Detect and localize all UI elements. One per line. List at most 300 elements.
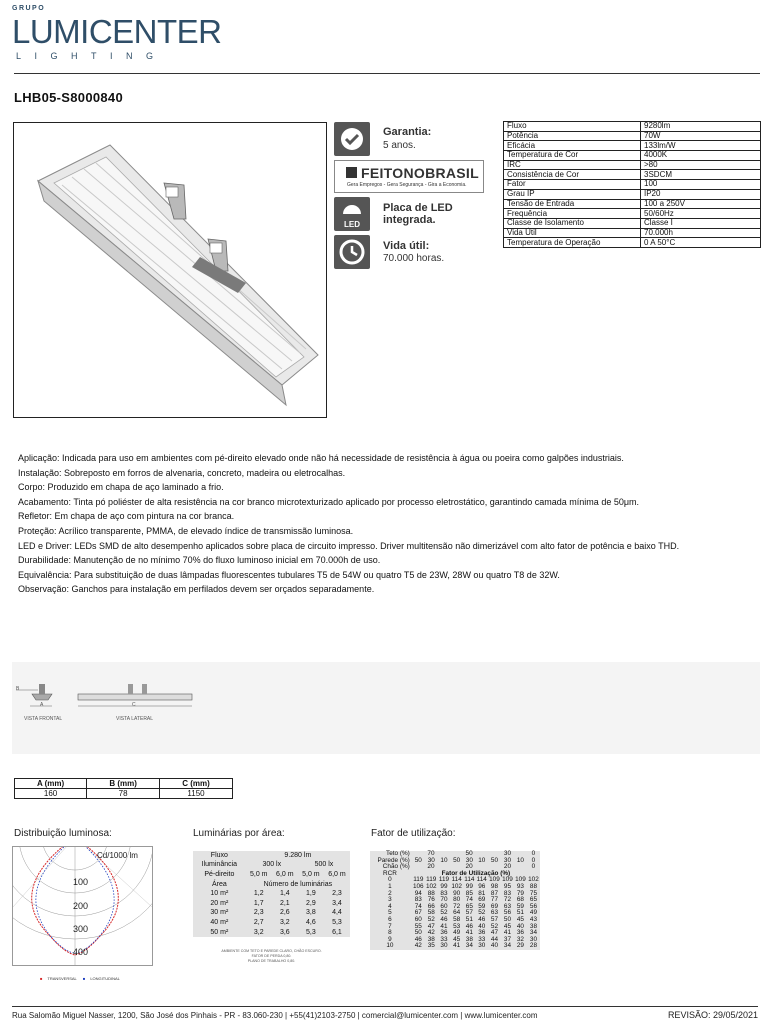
count-value: 3,2 (246, 928, 272, 938)
dimension-drawing (12, 662, 760, 754)
factor-value: 50 (501, 917, 514, 924)
factor-value: 119 (426, 876, 437, 884)
area-value: 40 m² (193, 918, 246, 928)
factor-value: 35 (425, 943, 438, 950)
illuminance-value: 300 lx (246, 861, 298, 871)
factor-value: 47 (488, 930, 501, 937)
spec-label: Classe de Isolamento (504, 218, 641, 228)
count-value: 2,9 (298, 899, 324, 909)
dimension-value: 160 (15, 789, 87, 799)
spec-label: Temperatura de Cor (504, 151, 641, 161)
factor-value: 38 (425, 937, 438, 944)
factor-value: 59 (514, 904, 527, 911)
spec-row (504, 131, 761, 141)
factor-value: 38 (463, 937, 475, 944)
factor-value: 40 (488, 943, 501, 950)
factor-value: 63 (501, 904, 514, 911)
description-line: Acabamento: Tinta pó poliéster de alta resistência na cor branco microtexturizado aplicado por processo eletrostático, garantindo camada mínima de 50μm. (18, 496, 640, 507)
spec-row (504, 160, 761, 170)
flux-value: 9.280 lm (246, 851, 350, 861)
wall-value: 10 (438, 858, 450, 865)
logo-brand-text: LUMICENTER (12, 13, 222, 50)
count-value: 2,6 (272, 909, 298, 919)
height-value: 5,0 m (246, 870, 272, 880)
factor-value: 41 (438, 924, 450, 931)
factor-value: 34 (463, 943, 475, 950)
factor-value: 70 (438, 897, 450, 904)
product-description (18, 451, 758, 597)
description-line: Durabilidade: Manutenção de no mínimo 70% do fluxo luminoso inicial em 70.000h de uso. (18, 555, 381, 566)
specs-table (503, 121, 761, 248)
factor-value: 57 (488, 917, 501, 924)
dimensions-table (14, 778, 233, 799)
factor-value: 36 (514, 930, 527, 937)
description-line: Instalação: Sobreposto em forros de alvenaria, concreto, madeira ou eletrocalhas. (18, 467, 346, 478)
factor-value: 38 (527, 924, 540, 931)
spec-value: 4000K (641, 151, 761, 161)
factor-value: 72 (501, 897, 514, 904)
utilization-factor-table (370, 851, 540, 950)
factor-value: 77 (488, 897, 501, 904)
revision-date: REVISÃO: 29/05/2021 (667, 1010, 758, 1020)
count-value: 1,4 (272, 889, 298, 899)
wall-value: 10 (476, 858, 488, 865)
spec-value: 3SDCM (641, 170, 761, 180)
distribution-unit: Cd/1000 lm (97, 851, 138, 860)
factor-value: 99 (463, 884, 475, 891)
factor-value: 81 (476, 891, 488, 898)
factor-value: 93 (514, 884, 527, 891)
logo-sub-text: LIGHTING (16, 51, 167, 61)
spec-label: Temperatura de Operação (504, 238, 641, 248)
ceiling-value: 70 (412, 851, 450, 858)
rcr-value: 0 (370, 877, 412, 884)
factor-value: 37 (501, 937, 514, 944)
area-row (193, 889, 350, 899)
count-value: 1,9 (298, 889, 324, 899)
footer-divider (12, 1006, 758, 1007)
factor-value: 30 (438, 943, 450, 950)
count-value: 3,4 (324, 899, 350, 909)
spec-value: Classe I (641, 218, 761, 228)
factor-value: 36 (438, 930, 450, 937)
dimensions-value-row (15, 789, 233, 799)
floor-value: 20 (412, 864, 450, 871)
dim-label-c: C (132, 702, 136, 708)
dimension-value: 78 (87, 789, 160, 799)
factor-value: 41 (463, 930, 475, 937)
spec-label: Fluxo (504, 122, 641, 132)
front-view-label: VISTA FRONTAL (24, 716, 63, 722)
factor-value: 72 (450, 904, 463, 911)
legend-swatch-longitudinal: ■ (82, 976, 86, 981)
count-value: 1,2 (246, 889, 272, 899)
factor-value: 40 (514, 924, 527, 931)
factor-value: 66 (425, 904, 438, 911)
factor-value: 59 (476, 904, 488, 911)
spec-row (504, 151, 761, 161)
factor-value: 69 (488, 904, 501, 911)
spec-value: 100 (641, 180, 761, 190)
factor-value: 33 (476, 937, 488, 944)
spec-value: 133lm/W (641, 141, 761, 151)
spec-value: 70.000h (641, 228, 761, 238)
rcr-value: 2 (370, 891, 412, 898)
per-area-notes (193, 949, 350, 964)
factor-value: 51 (514, 910, 527, 917)
factor-value: 83 (412, 897, 425, 904)
dimension-value: 1150 (160, 789, 233, 799)
factor-value: 42 (412, 943, 425, 950)
flux-row (193, 851, 350, 861)
factor-value: 36 (476, 930, 488, 937)
factor-value: 34 (501, 943, 514, 950)
lifetime-title: Vida útil: (383, 240, 430, 252)
luminaires-per-area-table (193, 851, 350, 937)
factor-value: 95 (501, 884, 514, 891)
factor-value: 52 (476, 910, 488, 917)
factor-value: 96 (476, 884, 488, 891)
per-area-note: FATOR DE PERDA 0,80. (251, 954, 292, 958)
height-value: 6,0 m (324, 870, 350, 880)
spec-value: IP20 (641, 189, 761, 199)
rcr-row (370, 943, 540, 950)
legend-swatch-transversal: ■ (40, 976, 43, 981)
description-line: Equivalência: Para substituição de duas lâmpadas fluorescentes tubulares T5 de 54W ou quatro T5 de 23W, 28W ou quatro T8 de 32W. (18, 569, 560, 580)
factor-value: 46 (412, 937, 425, 944)
factor-value: 88 (425, 891, 438, 898)
led-icon-text: LED (344, 220, 360, 229)
spec-row (504, 180, 761, 190)
floor-value: 20 (450, 864, 488, 871)
factor-value: 30 (527, 937, 540, 944)
company-logo (12, 5, 222, 63)
made-in-brazil-badge (334, 160, 484, 193)
factor-value: 102 (451, 883, 462, 891)
wall-label: Parede (%) (370, 858, 412, 865)
count-value: 3,6 (272, 928, 298, 938)
description-line: LED e Driver: LEDs SMD de alto desempenho aplicados sobre placa de circuito impresso. Driver multitensão não dimerizável com alto fator de potência e baixo THD. (18, 540, 680, 551)
factor-value: 56 (527, 904, 540, 911)
factor-value: 65 (463, 904, 475, 911)
distribution-legend (40, 976, 125, 981)
made-in-brazil-icon (346, 167, 357, 178)
ring-label: 300 (73, 924, 89, 934)
per-area-note: AMBIENTE COM TETO E PAREDE CLARO, CHÃO ESCURO. (221, 949, 322, 953)
factor-value: 102 (425, 883, 437, 891)
spec-label: Consistência de Cor (504, 170, 641, 180)
legend-longitudinal: LONGITUDINAL (90, 976, 120, 981)
count-value: 2,1 (272, 899, 298, 909)
factor-value: 46 (476, 917, 488, 924)
spec-label: Vida Útil (504, 228, 641, 238)
count-value: 4,6 (298, 918, 324, 928)
area-header-row (193, 880, 350, 890)
factor-value: 52 (438, 910, 450, 917)
rcr-value: 6 (370, 917, 412, 924)
spec-row (504, 218, 761, 228)
count-value: 3,2 (272, 918, 298, 928)
factor-value: 114 (451, 876, 462, 884)
spec-label: Frequência (504, 209, 641, 219)
led-badge-icon (334, 197, 370, 231)
count-value: 2,3 (246, 909, 272, 919)
distribution-title: Distribuição luminosa: (14, 828, 112, 839)
factor-value: 53 (450, 924, 463, 931)
rcr-value: 5 (370, 910, 412, 917)
dim-label-a: A (40, 702, 44, 708)
rcr-label: RCR (370, 871, 412, 878)
description-line: Refletor: Em chapa de aço com pintura na cor branca. (18, 511, 235, 522)
side-view-label: VISTA LATERAL (116, 716, 154, 722)
spec-row (504, 199, 761, 209)
factor-value: 49 (527, 910, 540, 917)
factor-value: 102 (528, 876, 539, 884)
factor-value: 64 (450, 910, 463, 917)
per-area-title: Luminárias por área: (193, 828, 285, 839)
factor-value: 63 (488, 910, 501, 917)
spec-row (504, 141, 761, 151)
spec-label: Eficácia (504, 141, 641, 151)
wall-value: 50 (488, 858, 501, 865)
warranty-title: Garantia: (383, 126, 432, 138)
factor-value: 42 (425, 930, 438, 937)
description-line: Aplicação: Indicada para uso em ambientes com pé-direito elevado onde não há necessidade de resistência à água ou poeira como galpões industriais. (18, 453, 624, 463)
factor-value: 45 (514, 917, 527, 924)
luminous-distribution-chart (12, 846, 153, 966)
factor-value: 68 (514, 897, 527, 904)
factor-value: 45 (501, 924, 514, 931)
spec-value: 50/60Hz (641, 209, 761, 219)
utilization-title: Fator de utilização: (371, 828, 456, 839)
ring-label: 100 (73, 877, 89, 887)
illuminance-row (193, 861, 350, 871)
dim-label-b: B (16, 686, 20, 692)
count-value: 5,3 (298, 928, 324, 938)
area-value: 30 m² (193, 909, 246, 919)
count-value: 1,7 (246, 899, 272, 909)
factor-value: 58 (425, 910, 438, 917)
spec-row (504, 189, 761, 199)
spec-row (504, 122, 761, 132)
product-code: LHB05-S8000840 (14, 90, 123, 105)
description-line: Proteção: Acrílico transparente, PMMA, de elevado índice de transmissão luminosa. (18, 525, 354, 536)
factor-value: 75 (527, 891, 540, 898)
factor-value: 47 (425, 924, 438, 931)
count-label: Número de luminárias (246, 880, 350, 890)
factor-value: 74 (463, 897, 475, 904)
factor-value: 40 (476, 924, 488, 931)
wall-value: 30 (501, 858, 514, 865)
factor-value: 51 (463, 917, 475, 924)
count-value: 3,8 (298, 909, 324, 919)
count-value: 2,3 (324, 889, 350, 899)
factor-value: 67 (412, 910, 425, 917)
made-in-brazil-name: FEITONOBRASIL (361, 165, 479, 181)
factor-value: 119 (413, 876, 424, 884)
factor-value: 98 (488, 884, 501, 891)
factor-label: Fator de Utilização (%) (412, 871, 540, 878)
factor-value: 30 (476, 943, 488, 950)
factor-value: 43 (527, 917, 540, 924)
illuminance-label: Iluminância (193, 861, 246, 871)
warranty-badge-icon (334, 122, 370, 156)
area-row (193, 928, 350, 938)
dimension-header: C (mm) (160, 779, 233, 789)
wall-value: 10 (514, 858, 527, 865)
factor-value: 119 (438, 876, 450, 884)
spec-value: 70W (641, 131, 761, 141)
height-value: 5,0 m (298, 870, 324, 880)
factor-value: 29 (514, 943, 527, 950)
led-title-line2: integrada. (383, 214, 436, 226)
factor-value: 56 (501, 910, 514, 917)
ceiling-value: 0 (527, 851, 540, 858)
factor-value: 99 (438, 884, 450, 891)
factor-value: 50 (412, 930, 425, 937)
warranty-subtitle: 5 anos. (383, 140, 416, 151)
header-divider (14, 73, 760, 74)
lifetime-badge-icon (334, 235, 370, 269)
made-in-brazil-tagline: Gera Empregos - Gera Segurança - Gira a Economia. (347, 182, 467, 188)
legend-transversal: TRANSVERSAL (47, 976, 77, 981)
area-value: 10 m² (193, 889, 246, 899)
height-label: Pé-direito (193, 870, 246, 880)
factor-value: 44 (488, 937, 501, 944)
factor-value: 74 (412, 904, 425, 911)
rcr-value: 3 (370, 897, 412, 904)
factor-value: 88 (527, 884, 540, 891)
rcr-value: 4 (370, 904, 412, 911)
area-label: Área (193, 880, 246, 890)
area-value: 20 m² (193, 899, 246, 909)
wall-value: 0 (527, 858, 540, 865)
dimensions-header-row (15, 779, 233, 789)
factor-value: 106 (412, 883, 424, 891)
description-line: Corpo: Produzido em chapa de aço laminado a frio. (18, 482, 224, 493)
height-row (193, 870, 350, 880)
factor-value: 46 (438, 917, 450, 924)
factor-value: 52 (425, 917, 438, 924)
floor-value: 20 (488, 864, 527, 871)
factor-value: 83 (438, 891, 450, 898)
count-value: 2,7 (246, 918, 272, 928)
floor-value: 0 (527, 864, 540, 871)
description-line: Observação: Ganchos para instalação em perfilados devem ser orçados separadamente. (18, 584, 375, 595)
factor-value: 85 (463, 891, 475, 898)
spec-label: Fator (504, 180, 641, 190)
factor-value: 41 (501, 930, 514, 937)
factor-value: 46 (463, 924, 475, 931)
area-value: 50 m² (193, 928, 246, 938)
flux-label: Fluxo (193, 851, 246, 861)
spec-value: 100 a 250V (641, 199, 761, 209)
count-value: 6,1 (324, 928, 350, 938)
factor-value: 49 (450, 930, 463, 937)
rcr-value: 9 (370, 937, 412, 944)
spec-row (504, 209, 761, 219)
wall-value: 50 (412, 858, 425, 865)
factor-value: 65 (527, 897, 540, 904)
factor-value: 69 (476, 897, 488, 904)
factor-value: 83 (501, 891, 514, 898)
ceiling-value: 30 (488, 851, 527, 858)
factor-value: 94 (412, 891, 425, 898)
spec-label: Potência (504, 131, 641, 141)
factor-value: 52 (488, 924, 501, 931)
spec-row (504, 238, 761, 248)
area-row (193, 918, 350, 928)
rcr-value: 8 (370, 930, 412, 937)
factor-value: 60 (438, 904, 450, 911)
ring-label: 400 (73, 947, 89, 957)
factor-value: 32 (514, 937, 527, 944)
factor-value: 28 (527, 943, 540, 950)
spec-label: IRC (504, 160, 641, 170)
product-image (13, 122, 327, 418)
factor-value: 55 (412, 924, 425, 931)
logo-group-text: GRUPO (12, 5, 46, 12)
spec-row (504, 228, 761, 238)
floor-label: Chão (%) (370, 864, 412, 871)
wall-value: 30 (425, 858, 438, 865)
illuminance-value: 500 lx (298, 861, 350, 871)
factor-value: 57 (463, 910, 475, 917)
spec-value: 9280lm (641, 122, 761, 132)
rcr-value: 10 (370, 943, 412, 950)
spec-value: >80 (641, 160, 761, 170)
area-row (193, 899, 350, 909)
rcr-value: 7 (370, 924, 412, 931)
dimension-header: A (mm) (15, 779, 87, 789)
factor-value: 45 (450, 937, 463, 944)
dimension-header: B (mm) (87, 779, 160, 789)
ceiling-value: 50 (450, 851, 488, 858)
factor-value: 80 (450, 897, 463, 904)
wall-value: 30 (463, 858, 475, 865)
led-title-line1: Placa de LED (383, 202, 453, 214)
footer-address: Rua Salomão Miguel Nasser, 1200, São José dos Pinhais - PR - 83.060-230 | +55(41)2103-2750 | comercial@lumicenter.com | www.lumicenter.com (12, 1011, 538, 1020)
count-value: 4,4 (324, 909, 350, 919)
factor-value: 76 (425, 897, 438, 904)
factor-value: 109 (502, 876, 513, 884)
spec-row (504, 170, 761, 180)
factor-value: 60 (412, 917, 425, 924)
factor-value: 41 (450, 943, 463, 950)
wall-value: 50 (450, 858, 463, 865)
rcr-value: 1 (370, 884, 412, 891)
factor-value: 79 (514, 891, 527, 898)
factor-value: 109 (515, 876, 526, 884)
factor-value: 114 (464, 876, 475, 884)
ceiling-label: Teto (%) (370, 851, 412, 858)
factor-value: 90 (450, 891, 463, 898)
spec-value: 0 A 50°C (641, 238, 761, 248)
ring-label: 200 (73, 901, 89, 911)
area-row (193, 909, 350, 919)
factor-value: 87 (488, 891, 501, 898)
factor-value: 33 (438, 937, 450, 944)
factor-value: 58 (450, 917, 463, 924)
height-value: 6,0 m (272, 870, 298, 880)
spec-label: Grau IP (504, 189, 641, 199)
factor-value: 109 (489, 876, 500, 884)
spec-label: Tensão de Entrada (504, 199, 641, 209)
count-value: 5,3 (324, 918, 350, 928)
factor-value: 34 (527, 930, 540, 937)
lifetime-subtitle: 70.000 horas. (383, 253, 445, 264)
per-area-note: PLANO DE TRABALHO 0,80. (247, 959, 296, 963)
